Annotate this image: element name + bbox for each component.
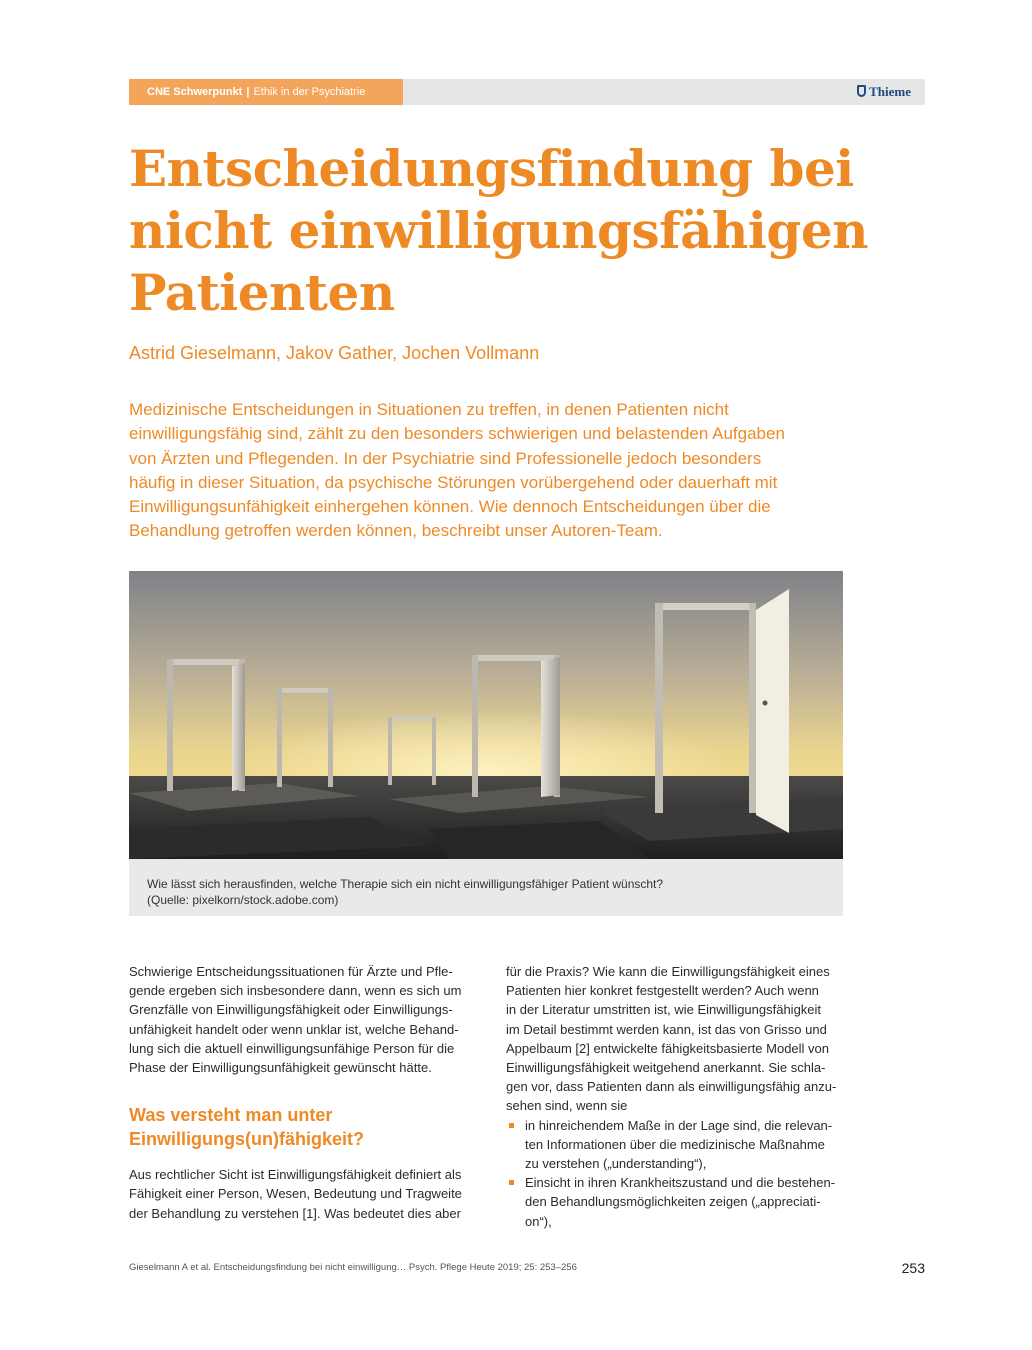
model-paragraph <box>506 962 844 1116</box>
lead-line: Medizinische Entscheidungen in Situationen zu treffen, in denen Patienten nicht <box>129 400 729 419</box>
text-line: Fähigkeit einer Person, Wesen, Bedeutung und Tragweite <box>129 1186 462 1202</box>
thieme-logo-icon <box>857 85 866 97</box>
lead-line: von Ärzten und Pflegenden. In der Psychiatrie sind Professionelle jedoch besonders <box>129 448 762 468</box>
topic-label: Ethik in der Psychiatrie <box>253 86 366 98</box>
text-line: sehen sind, wenn sie <box>506 1098 628 1114</box>
text-line: Appelbaum [2] entwickelte fähigkeitsbasierte Modell von <box>506 1040 830 1056</box>
text-line: für die Praxis? Wie kann die Einwilligungsfähigkeit eines <box>506 964 830 979</box>
lead-line: einwilligungsfähig sind, zählt zu den besonders schwierigen und belastenden Aufgaben <box>129 424 785 444</box>
text-line: der Behandlung zu verstehen [1]. Was bedeutet dies aber <box>129 1205 461 1221</box>
lead-paragraph <box>129 398 829 544</box>
text-line: Grenzfälle von Einwilligungsfähigkeit oder Einwilligungs- <box>129 1002 453 1018</box>
text-line: ten Informationen über die medizinische Maßnahme <box>525 1136 825 1152</box>
title-line: Patienten <box>129 263 395 322</box>
body-column-right <box>506 962 844 1231</box>
text-line: in der Literatur umstritten ist, wie Einwilligungsfähigkeit <box>506 1002 822 1018</box>
text-line: Aus rechtlicher Sicht ist Einwilligungsfähigkeit definiert als <box>129 1167 462 1183</box>
text-line: lung sich die aktuell einwilligungsunfähige Person für die <box>129 1040 455 1056</box>
text-line: Einsicht in ihren Krankheitszustand und die bestehen- <box>525 1175 836 1191</box>
text-line: Patienten hier konkret festgestellt werden? Auch wenn <box>506 983 819 999</box>
text-line: unfähigkeit handelt oder wenn unklar ist, welche Behand- <box>129 1021 459 1037</box>
intro-paragraph <box>129 962 467 1077</box>
criteria-list <box>506 1116 844 1231</box>
section-separator: | <box>246 86 250 98</box>
text-line: gen vor, dass Patienten dann als einwilligungsfähig anzu- <box>506 1079 837 1095</box>
text-line: zu verstehen („understanding“), <box>525 1156 707 1172</box>
heading-line: Einwilligungs(un)fähigkeit? <box>129 1129 364 1150</box>
bullet-square-icon <box>509 1123 514 1128</box>
header-bar <box>129 79 925 105</box>
lead-line: häufig in dieser Situation, da psychische Störungen vorübergehend oder dauerhaft mit <box>129 472 778 492</box>
section-heading <box>129 1103 467 1151</box>
definition-paragraph <box>129 1165 467 1223</box>
text-line: den Behandlungsmöglichkeiten zeigen („appreciati- <box>525 1194 821 1210</box>
section-label: CNE Schwerpunkt <box>147 86 243 98</box>
text-line: Einwilligungsfähigkeit weitgehend anerkannt. Sie schla- <box>506 1060 826 1076</box>
heading-line: Was versteht man unter <box>129 1105 333 1126</box>
page-number: 253 <box>901 1260 925 1276</box>
text-line: in hinreichendem Maße in der Lage sind, die relevan- <box>525 1117 833 1133</box>
body-column-left <box>129 962 467 1223</box>
title-line: nicht einwilligungsfähigen <box>129 201 868 260</box>
bullet-square-icon <box>509 1180 514 1185</box>
text-line: Phase der Einwilligungsunfähigkeit gewünscht hätte. <box>129 1060 432 1076</box>
text-line: Schwierige Entscheidungssituationen für Ärzte und Pfle- <box>129 964 453 979</box>
publisher-name: Thieme <box>869 84 911 99</box>
text-line: gende ergeben sich insbesondere dann, wenn es sich um <box>129 983 462 999</box>
publisher-logo <box>857 79 911 105</box>
figure-caption <box>129 859 843 916</box>
list-item <box>506 1116 844 1174</box>
list-item <box>506 1173 844 1231</box>
text-line: on“), <box>525 1213 552 1229</box>
caption-text: Wie lässt sich herausfinden, welche Therapie sich ein nicht einwilligungsfähiger Patient wünscht? <box>147 877 664 891</box>
article-title <box>129 138 949 324</box>
caption-source: (Quelle: pixelkorn/stock.adobe.com) <box>147 893 339 907</box>
doors-sunset-photo <box>129 571 843 859</box>
title-line: Entscheidungsfindung bei <box>129 139 854 198</box>
footer-citation: Gieselmann A et al. Entscheidungsfindung bei nicht einwilligung… Psych. Pflege Heute 2019; 25: 253–256 <box>129 1262 577 1273</box>
author-list: Astrid Gieselmann, Jakov Gather, Jochen Vollmann <box>129 343 540 363</box>
lead-line: Einwilligungsunfähigkeit einhergehen können. Wie dennoch Entscheidungen über die <box>129 497 771 517</box>
text-line: im Detail bestimmt werden kann, ist das von Grisso und <box>506 1021 827 1037</box>
section-tag <box>129 79 403 105</box>
lead-line: Behandlung getroffen werden können, beschreibt unser Autoren-Team. <box>129 521 663 541</box>
